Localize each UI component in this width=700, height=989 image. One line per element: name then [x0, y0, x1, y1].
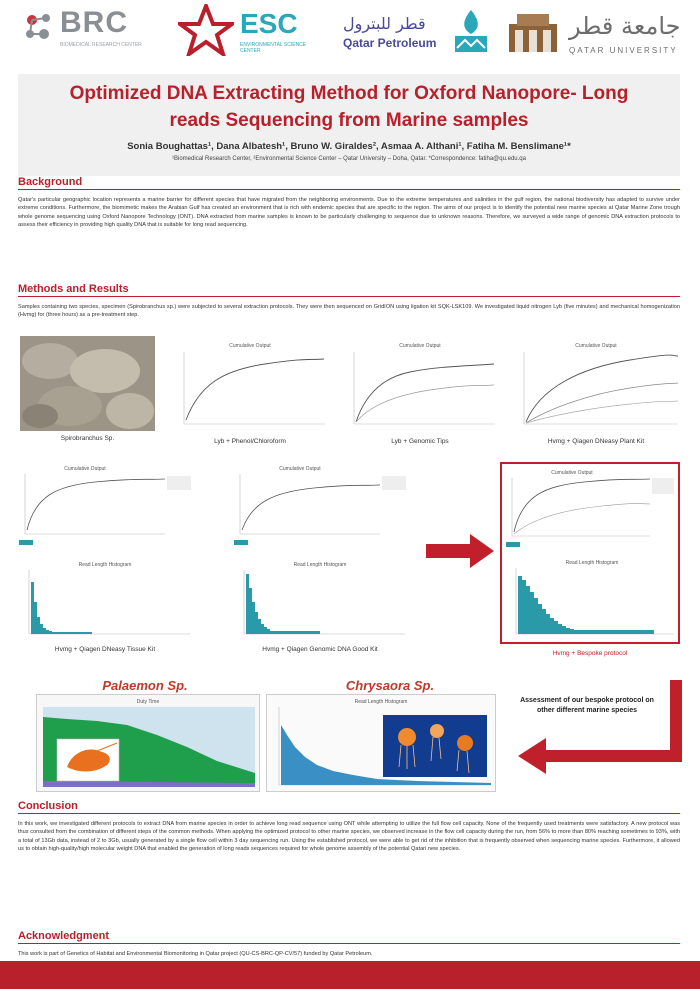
acknowledgment-heading: Acknowledgment [18, 930, 680, 944]
cumulative-output-chart-2 [340, 338, 500, 433]
qu-arabic-name: جامعة قطر [569, 12, 681, 40]
combined-chart-tissue [15, 462, 195, 642]
brc-subtitle: BIOMEDICAL RESEARCH CENTER [60, 42, 142, 48]
duty-time-chart [37, 695, 259, 791]
right-arrow-icon [426, 534, 496, 568]
bespoke-caption: Hvmg + Bespoke protocol [552, 650, 628, 657]
cumulative-output-chart-3 [510, 338, 682, 433]
background-text: Qatar's particular geographic location represents a marine barrier for different species that have migrated from the neighboring environments. Due to the extreme temperatures and salinities in the gulf region, the national biodiversity has adapted to survive under extreme conditions. Furthermore, the biomimetic makes the Arabian Gulf has created an environment that is rich with endemic species that are specific to the region. The aims of our project is to identify the potential new marine species at Qatar Marine Zone trough whole genome sequencing using Oxford Nanopore Technology (ONT). DNA extracted from marine samples is known to be particularly challenging to sequence due to unknown reasons. Therefore, we surveyed a wide range of genomic DNA extraction protocols to assess their efficiency in providing high quality DNA that is suitable for long read sequencing. [18, 197, 680, 228]
spirobranchus-photo [20, 336, 155, 431]
combined-chart-genomic [230, 462, 410, 642]
background-heading: Background [18, 176, 680, 190]
brc-logo [22, 6, 162, 56]
brc-molecule-icon [22, 10, 58, 46]
affiliations: ¹Biomedical Research Center, ²Environmental Science Center – Qatar University – Doha, Qatar. *Correspondence: fatiha@qu.edu.qa [172, 156, 526, 162]
chart-3-title: Cumulative Output [575, 343, 617, 349]
tissue-top-title: Cumulative Output [64, 466, 106, 472]
conclusion-heading: Conclusion [18, 800, 680, 814]
title-line-2: reads Sequencing from Marine samples [169, 110, 529, 131]
chart-2-caption: Lyb + Genomic Tips [391, 438, 449, 445]
genomic-bottom-title: Read Length Histogram [293, 562, 347, 568]
chart-lyb-phenol [170, 338, 330, 433]
chart-hvmg-tissue [15, 462, 195, 642]
chrysaora-chart [266, 694, 496, 792]
chart-lyb-genomic-tips [340, 338, 500, 433]
chart-hvmg-genomic [230, 462, 410, 642]
qp-english-name: Qatar Petroleum [343, 36, 437, 50]
palaemon-chart [36, 694, 260, 792]
combined-chart-bespoke [502, 464, 678, 642]
photo-caption: Spirobranchus Sp. [60, 435, 115, 442]
qp-emblem-icon [451, 8, 491, 54]
chart-1-caption: Lyb + Phenol/Chloroform [214, 438, 286, 445]
poster-title [18, 80, 680, 134]
chrysaora-chart-title: Read Length Histogram [354, 699, 408, 705]
assessment-note: Assessment of our bespoke protocol on other different marine species [520, 697, 654, 714]
rock-photo-graphic [20, 336, 155, 431]
duty-time-title: Duty Time [136, 699, 160, 705]
chart-1-title: Cumulative Output [229, 343, 271, 349]
bespoke-histogram-bars [518, 576, 654, 634]
qatar-university-logo [505, 6, 690, 62]
chart-hvmg-bespoke [500, 462, 680, 644]
esc-logo [178, 4, 318, 60]
palaemon-title: Palaemon Sp. [102, 678, 188, 693]
conclusion-text: In this work, we investigated different protocols to extract DNA from marine species in order to achieve long read sequence using ONT while attempting to utilize the full flow cell capacity. None of the frequently used treatments were satisfactory. A new protocol was thus consulted from the combination of different steps of the common methods. When applying the optimized protocol to other marine species, we observed increase in the flow cell capacity during the run, from 56% to more than 80% reaching sometimes to 93%, with a total of 13Gb data, instead of 2 to 3Gb, usually generated by a single flow cell within 3 day sequencing run. Using the established protocol, we were able to get rid of the inhibition that is frequently observed when sequencing marine species. Furthermore, it allowed us to obtain high-quality/high molecular weight DNA that enabled the generation of long reads sequences required for whole genome assembly of the potential Qatari new species. [18, 821, 680, 852]
chrysaora-title: Chrysaora Sp. [345, 678, 435, 693]
cumulative-output-chart-1 [170, 338, 330, 433]
tissue-bottom-title: Read Length Histogram [78, 562, 132, 568]
chrysaora-histogram [267, 695, 495, 791]
title-line-1: Optimized DNA Extracting Method for Oxford Nanopore- Long [69, 83, 629, 104]
qatar-petroleum-logo [343, 8, 491, 58]
authors: Sonia Boughattas¹, Dana Albatesh¹, Bruno W. Giraldes², Asmaa A. Althani¹, Fatiha M. Benslimane¹* [127, 141, 571, 152]
tissue-caption: Hvmg + Qiagen DNeasy Tissue Kit [54, 646, 156, 653]
chart-hvmg-plant [510, 338, 682, 433]
esc-name: ESC [240, 8, 298, 39]
qu-english-name: QATAR UNIVERSITY [569, 46, 678, 55]
brc-name: BRC [60, 6, 128, 39]
methods-text: Samples containing two species, specimen (Spirobranchus sp.) were subjected to several extraction protocols. They were then sequenced on GridION using ligation kit SQK-LSK109. We investigated liquid nitrogen Lyb (five minutes) and mechanical homogenization (Hvmg) for (three hours) as a pre-treatment step. [18, 304, 680, 319]
bespoke-bottom-title: Read Length Histogram [565, 560, 619, 566]
acknowledgment-text: This work is part of Genetics of Habitat and Environmental Biomonitoring in Qatar project (QU-CS-BRC-QP-CV/57) funded by Qatar Petroleum. [18, 951, 373, 957]
methods-heading: Methods and Results [18, 283, 680, 297]
genomic-histogram-bars [246, 574, 320, 634]
curved-arrow-icon [514, 676, 684, 780]
bespoke-top-title: Cumulative Output [551, 470, 593, 476]
genomic-top-title: Cumulative Output [279, 466, 321, 472]
qp-arabic-name: قطر للبترول [343, 14, 426, 33]
footer-bar [0, 961, 700, 989]
genomic-caption: Hvmg + Qiagen Genomic DNA Good Kit [262, 646, 378, 653]
tissue-histogram-bars [31, 582, 92, 634]
esc-star-icon [178, 4, 234, 56]
esc-subtitle: ENVIRONMENTAL SCIENCE CENTER [240, 42, 307, 54]
chart-3-caption: Hvmg + Qiagen DNeasy Plant Kit [547, 438, 645, 445]
logo-bar [0, 0, 700, 70]
qu-building-icon [505, 10, 561, 56]
chart-2-title: Cumulative Output [399, 343, 441, 349]
